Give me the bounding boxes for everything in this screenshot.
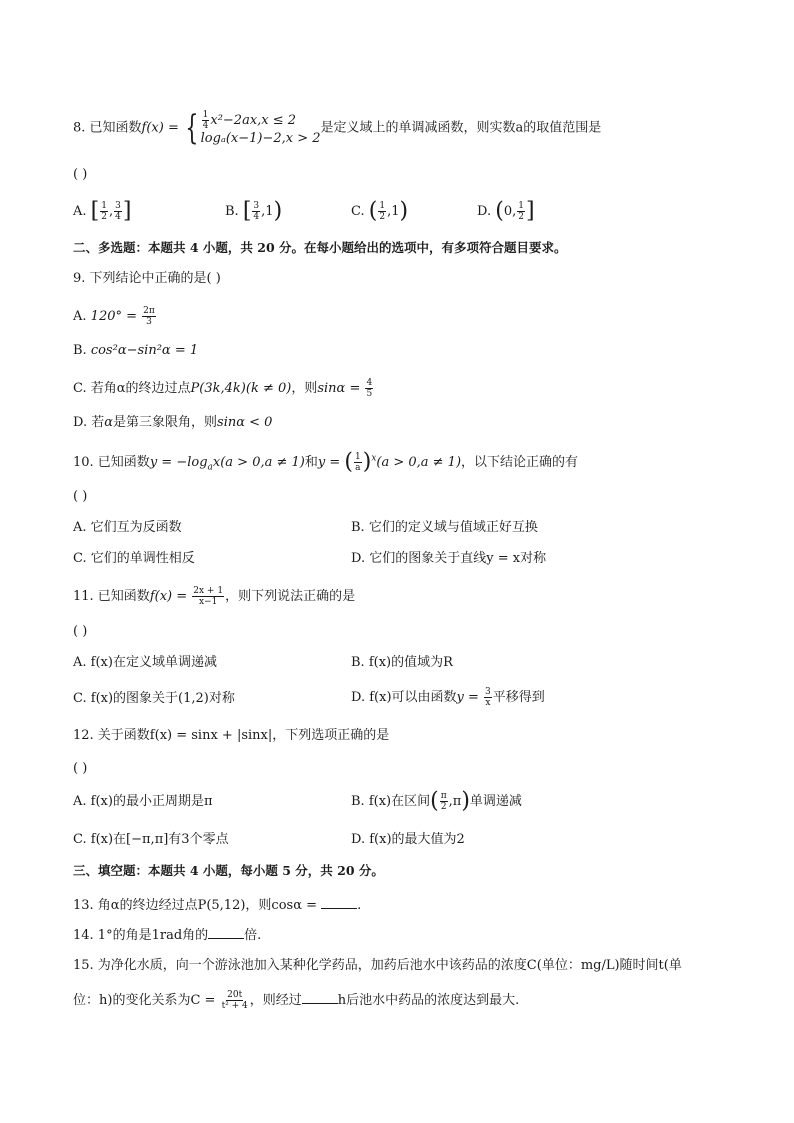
q8-stem <box>73 110 601 146</box>
q11-option-c[interactable]: C. f(x)的图象关于(1,2)对称 <box>73 691 235 706</box>
q14-answer-blank[interactable] <box>208 926 244 939</box>
q8-suffix: 是定义域上的单调减函数，则实数a的取值范围是 <box>320 120 602 136</box>
q8-case1: $\frac{1}{4}$ x²−2ax,x ≤ 2 <box>202 110 297 131</box>
q12-stem: 12. 关于函数f(x) = sinx + |sinx|，下列选项正确的是 <box>73 728 390 743</box>
q10-option-c[interactable]: C. 它们的单调性相反 <box>73 551 195 566</box>
q11-option-d[interactable]: D. f(x)可以由函数y = $\frac{3}{x}$ 平移得到 <box>351 687 545 708</box>
q12-answer-paren: ( ) <box>73 761 88 776</box>
q14-stem: 14. 1°的角是1rad角的 倍. <box>73 928 262 943</box>
q15-answer-blank[interactable] <box>302 991 338 1004</box>
q10-option-a[interactable]: A. 它们互为反函数 <box>73 520 182 535</box>
q11-option-a[interactable]: A. f(x)在定义域单调递减 <box>73 655 217 670</box>
q13-answer-blank[interactable] <box>321 896 357 909</box>
q10-answer-paren: ( ) <box>73 489 88 504</box>
q11-answer-paren: ( ) <box>73 624 88 639</box>
q15-line2: 位：h)的变化关系为C = $\frac{20t}{\text{t² + 4}}$ ，则经过 h后池水中药品的浓度达到最大. <box>73 990 520 1011</box>
q8-option-d[interactable]: D. (0, $\frac{1}{2}$ ] <box>477 198 535 224</box>
q10-option-d[interactable]: D. 它们的图象关于直线y = x对称 <box>351 551 547 566</box>
q12-option-d[interactable]: D. f(x)的最大值为2 <box>351 832 465 847</box>
q10-stem: 10. 已知函数$y = -\log_ax(a > 0,a \ne 1)$和y = ( $\frac{1}{a}$ )$^x$(a > 0,a ≠ 1)，以下结论正确的有 <box>73 449 579 475</box>
q15-formula: $\frac{20t}{\text{t² + 4}}$ <box>221 990 248 1011</box>
q8-option-a[interactable]: A. [ $\frac{1}{2}$ , $\frac{3}{4}$ ] <box>73 198 132 224</box>
q8-func: f(x) = <box>141 120 183 136</box>
q10-option-b[interactable]: B. 它们的定义域与值域正好互换 <box>351 520 538 535</box>
q9-option-c[interactable]: C. 若角α的终边过点P(3k,4k)(k ≠ 0)，则sinα = $\frac{4}{5}$ <box>73 378 373 399</box>
q8-prefix: 8. 已知函数 <box>73 120 142 136</box>
q15-line1: 15. 为净化水质，向一个游泳池加入某种化学药品，加药后池水中该药品的浓度C(单位：mg/L)随时间t(单 <box>73 958 682 973</box>
q9-stem: 9. 下列结论中正确的是( ) <box>73 271 221 286</box>
q8-answer-paren: ( ) <box>73 167 88 182</box>
q12-option-b[interactable]: B. f(x)在区间( $\frac{\pi}{2}$ ,π)单调递减 <box>351 788 522 814</box>
q13-stem: 13. 角α的终边经过点P(5,12)，则cosα = . <box>73 898 362 913</box>
q9-option-d[interactable]: D. 若α是第三象限角，则sinα < 0 <box>73 415 273 430</box>
q12-option-a[interactable]: A. f(x)的最小正周期是π <box>73 794 213 809</box>
section-fill-in-heading: 三、填空题：本题共 4 小题，每小题 5 分，共 20 分。 <box>73 863 384 878</box>
q11-option-b[interactable]: B. f(x)的值域为R <box>351 655 453 670</box>
q12-option-c[interactable]: C. f(x)在[−π,π]有3个零点 <box>73 832 229 847</box>
q9-option-a[interactable]: A. 120° = $\frac{2\pi}{3}$ <box>73 306 155 327</box>
q8-case2: logₐ(x−1)−2,x > 2 <box>200 131 321 146</box>
q9-option-b[interactable]: B. cos²α−sin²α = 1 <box>73 343 199 358</box>
q8-option-c[interactable]: C. ( $\frac{1}{2}$ ,1) <box>351 198 409 224</box>
q8-piecewise: { $\frac{1}{4}$ x²−2ax,x ≤ 2 logₐ(x−1)−2,x > 2 <box>185 108 321 148</box>
section-multiple-choice-heading: 二、多选题：本题共 4 小题，共 20 分。在每小题给出的选项中，有多项符合题目要求。 <box>73 240 567 255</box>
q8-option-b[interactable]: B. [ $\frac{3}{4}$ ,1) <box>225 198 283 224</box>
q11-stem: 11. 已知函数f(x) = $\frac{2x + 1}{x-1}$ ，则下列说法正确的是 <box>73 586 356 607</box>
